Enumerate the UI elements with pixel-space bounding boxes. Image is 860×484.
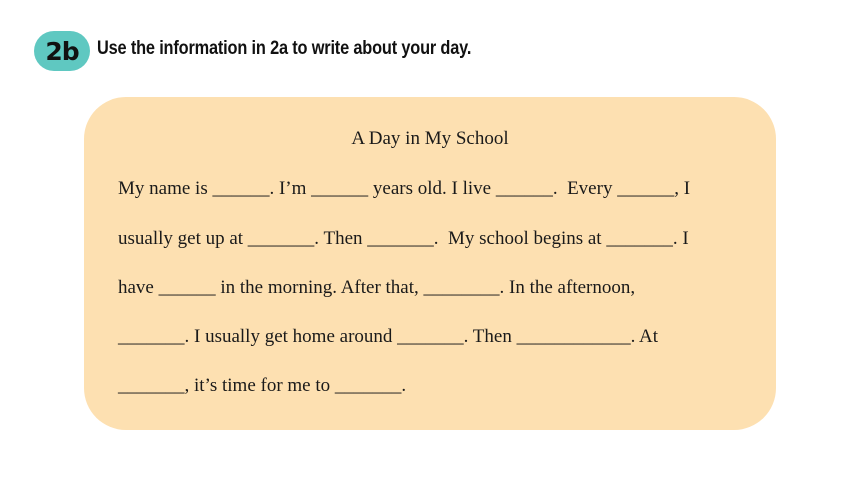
section-badge: 2b — [34, 31, 90, 71]
passage-title: A Day in My School — [351, 128, 509, 149]
passage-line-2: usually get up at _______. Then _______. My school begins at _______. I — [118, 228, 689, 249]
instruction-text: Use the information in 2a to write about your day. — [97, 38, 472, 59]
passage-line-4: _______. I usually get home around _______. Then ____________. At — [118, 326, 659, 347]
passage-line-5: _______, it’s time for me to _______. — [118, 375, 407, 396]
passage-line-1: My name is ______. I’m ______ years old. I live ______. Every ______, I — [118, 178, 691, 199]
passage-line-3: have ______ in the morning. After that, ________. In the afternoon, — [118, 277, 636, 298]
